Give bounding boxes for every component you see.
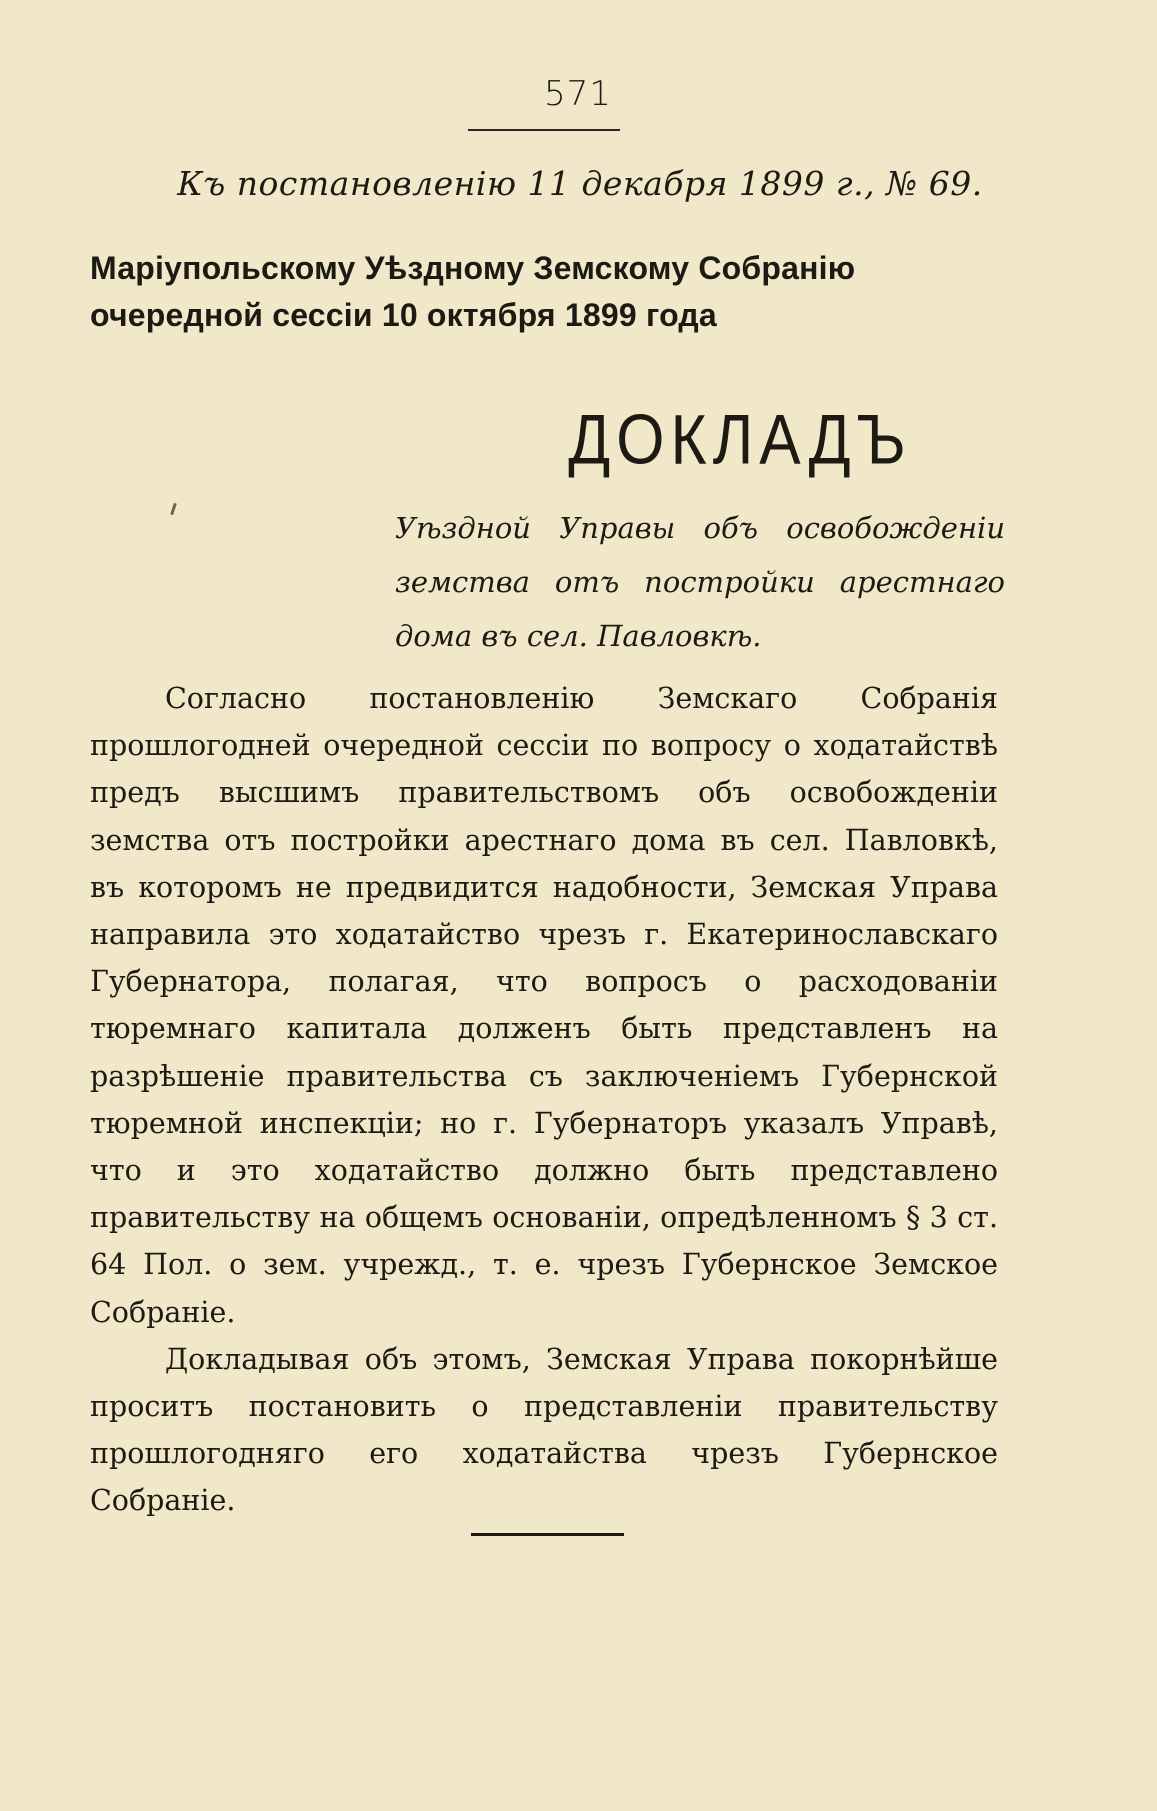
page-number: 571 <box>544 74 612 114</box>
closing-rule <box>471 1533 624 1536</box>
body-text <box>90 675 998 1525</box>
paragraph-2: Докладывая объ этомъ, Земская Управа покорнѣйше проситъ постановить о представленіи правительству прошлогодняго его ходатайства чрезъ Губернское Собраніе. <box>90 1342 998 1518</box>
document-subtitle: Уѣздной Управы объ освобожденіи земства отъ постройки арестнаго дома въ сел. Павловкѣ. <box>395 511 1005 653</box>
paragraph-1: Согласно постановленію Земскаго Собранія прошлогодней очередной сессіи по вопросу о ходатайствѣ предъ высшимъ правительствомъ объ освобожденіи земства отъ постройки арестнаго дома въ сел. Павловкѣ, въ которомъ не предвидится надобности, Земская Управа направила это ходатайство чрезъ г. Екатеринославскаго Губернатора, полагая, что вопросъ о расходованіи тюремнаго капитала долженъ быть представленъ на разрѣшеніе правительства съ заключеніемъ Губернской тюремной инспекціи; но г. Губернаторъ указалъ Управѣ, что и это ходатайство должно быть представлено правительству на общемъ основаніи, опредѣленномъ § 3 ст. 64 Пол. о зем. учрежд., т. е. чрезъ Губернское Земское Собраніе. <box>90 682 998 1329</box>
resolution-reference: Къ постановленію 11 декабря 1899 г., № 69. <box>177 164 983 203</box>
addressee-heading: Маріупольскому Уѣздному Земскому Собранію очередной сессіи 10 октября 1899 года <box>90 250 856 333</box>
document-title: ДОКЛАДЪ <box>568 401 912 480</box>
stray-ink-mark <box>170 503 177 515</box>
page-number-rule <box>468 129 620 131</box>
